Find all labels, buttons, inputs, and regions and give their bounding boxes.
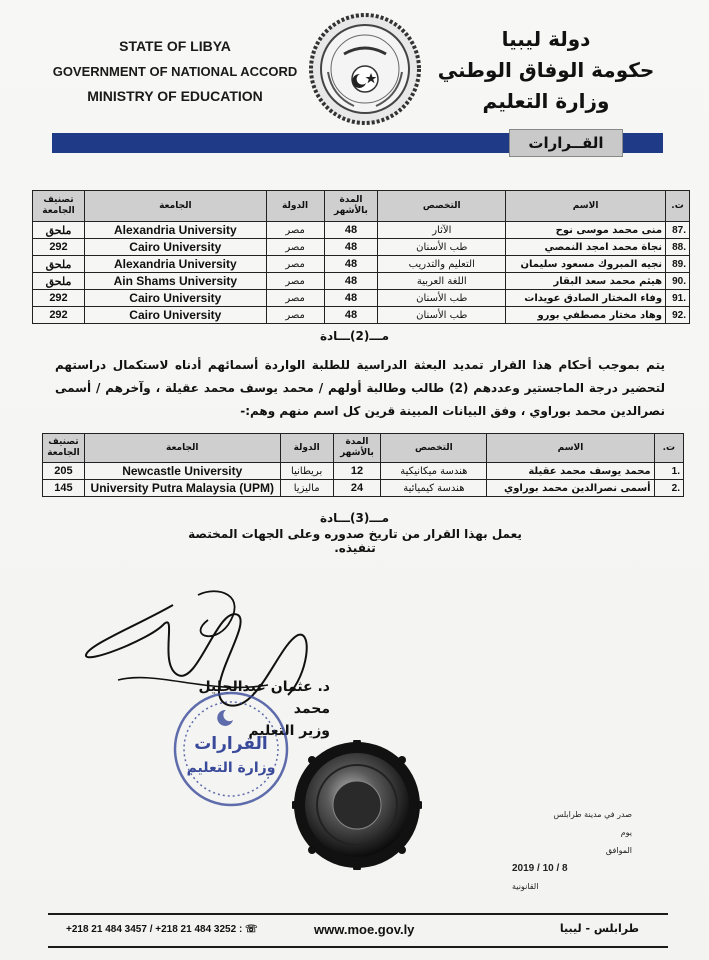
issue-date-label: الموافق: [605, 846, 632, 855]
article-2-title: مـــ(2)ـــادة: [319, 329, 390, 343]
major: طب الأسنان: [378, 307, 506, 324]
student-name: نجيه المبروك مسعود سليمان: [506, 256, 666, 273]
university: Ain Shams University: [84, 273, 266, 290]
duration-months: 48: [324, 239, 378, 256]
university: Cairo University: [84, 307, 266, 324]
row-index: 1.: [654, 463, 683, 480]
country: مصر: [266, 290, 324, 307]
row-index: 91.: [666, 290, 690, 307]
column-header: التخصص: [378, 191, 506, 222]
article-3-title: مـــ(3)ـــادة: [319, 511, 390, 525]
student-name: محمد يوسف محمد عقيلة: [487, 463, 654, 480]
header-ar-line: حكومة الوفاق الوطني: [437, 58, 655, 82]
students-table-2: [42, 433, 684, 497]
duration-months: 48: [324, 290, 378, 307]
student-name: أسمى نصرالدين محمد بوراوي: [487, 480, 654, 497]
university-rank: ملحق: [33, 222, 85, 239]
column-header: الجامعة: [84, 434, 280, 463]
country: مصر: [266, 222, 324, 239]
student-name: منى محمد موسى نوح: [506, 222, 666, 239]
duration-months: 48: [324, 222, 378, 239]
major: طب الأسنان: [378, 239, 506, 256]
country: مصر: [266, 239, 324, 256]
university-rank: 292: [33, 307, 85, 324]
footer-phones: +218 21 484 3457 / +218 21 484 3252 : ☏: [66, 924, 258, 935]
university-rank: ملحق: [33, 256, 85, 273]
issue-day-label: يوم: [620, 828, 632, 837]
state-seal-icon: [308, 12, 422, 126]
column-header: الاسم: [487, 434, 654, 463]
embossed-seal-icon: [292, 740, 422, 870]
decisions-banner: [52, 133, 663, 153]
row-index: 90.: [666, 273, 690, 290]
row-index: 92.: [666, 307, 690, 324]
country: مصر: [266, 273, 324, 290]
country: مصر: [266, 256, 324, 273]
footer-divider: [48, 946, 668, 948]
column-header: الدولة: [280, 434, 333, 463]
column-header: الجامعة: [84, 191, 266, 222]
column-header: الدولة: [266, 191, 324, 222]
university: Alexandria University: [84, 256, 266, 273]
table-row: [33, 222, 690, 239]
country: مصر: [266, 307, 324, 324]
major: هندسة ميكانيكية: [381, 463, 487, 480]
column-header: المدة بالأشهر: [324, 191, 378, 222]
column-header: التخصص: [381, 434, 487, 463]
major: الآثار: [378, 222, 506, 239]
header-english: [50, 34, 300, 109]
duration-months: 24: [333, 480, 381, 497]
footer-divider: [48, 913, 668, 915]
column-header: تصنيف الجامعة: [43, 434, 85, 463]
decisions-stamp: [170, 688, 292, 810]
row-index: 89.: [666, 256, 690, 273]
country: بريطانيا: [280, 463, 333, 480]
issue-place: صدر في مدينة طرابلس: [553, 810, 632, 819]
header-ar-line: وزارة التعليم: [482, 89, 610, 113]
major: هندسة كيميائية: [381, 480, 487, 497]
table-header-row: [33, 191, 690, 222]
signer-title: وزير التعليم: [248, 723, 330, 739]
issue-date: 2019 / 10 / 8: [512, 863, 568, 874]
column-header: ت.: [666, 191, 690, 222]
header-en-line: STATE OF LIBYA: [119, 38, 231, 54]
issue-code: القانونية: [512, 882, 539, 891]
university: Cairo University: [84, 290, 266, 307]
stamp-line-2: وزارة التعليم: [186, 760, 276, 776]
header-en-line: MINISTRY OF EDUCATION: [87, 88, 263, 104]
university-rank: 292: [33, 290, 85, 307]
header-ar-line: دولة ليبيا: [501, 27, 591, 51]
university-rank: 145: [43, 480, 85, 497]
table-row: [43, 480, 684, 497]
stamp-line-1: القرارات: [194, 734, 268, 754]
column-header: المدة بالأشهر: [333, 434, 381, 463]
university-rank: 292: [33, 239, 85, 256]
table-row: [33, 256, 690, 273]
duration-months: 48: [324, 256, 378, 273]
table-row: [33, 239, 690, 256]
banner-label: القــرارات: [509, 129, 623, 157]
university: Cairo University: [84, 239, 266, 256]
column-header: الاسم: [506, 191, 666, 222]
university: University Putra Malaysia (UPM): [84, 480, 280, 497]
duration-months: 12: [333, 463, 381, 480]
footer-website[interactable]: www.moe.gov.ly: [314, 922, 415, 937]
column-header: ت.: [654, 434, 683, 463]
duration-months: 48: [324, 307, 378, 324]
country: ماليزيا: [280, 480, 333, 497]
table-row: [33, 273, 690, 290]
signer-name: د. عثمان عبدالجليل محمد: [198, 679, 330, 717]
row-index: 87.: [666, 222, 690, 239]
university: Newcastle University: [84, 463, 280, 480]
university-rank: ملحق: [33, 273, 85, 290]
header-arabic: [431, 24, 661, 117]
article-3-text: يعمل بهذا القرار من تاريخ صدوره وعلى الجهات المختصة تنفيذه.: [188, 527, 522, 555]
student-name: وفاء المختار الصادق عويدات: [506, 290, 666, 307]
university: Alexandria University: [84, 222, 266, 239]
header-en-line: GOVERNMENT OF NATIONAL ACCORD: [52, 64, 298, 79]
student-name: هيثم محمد سعد البقار: [506, 273, 666, 290]
table-row: [33, 307, 690, 324]
students-table-1: [32, 190, 690, 324]
issue-info: [512, 806, 632, 896]
article-2-text: يتم بموجب أحكام هذا القرار تمديد البعثة الدراسية للطلبة الواردة أسمائهم أدناه لاستكمال دراستهم لتحضير درجة الماجستير وعددهم (2) طالب وطالبة أولهم / محمد يوسف محمد عقيلة ، وآخرهم / أسمى نصرالدين محمد بوراوي ، وفق البيانات المبينة قرين كل اسم منهم وهم:-: [55, 358, 665, 418]
table-row: [43, 463, 684, 480]
major: التعليم والتدريب: [378, 256, 506, 273]
major: اللغة العربية: [378, 273, 506, 290]
major: طب الأسنان: [378, 290, 506, 307]
footer-location: طرابلس - ليبيا: [559, 922, 639, 935]
row-index: 88.: [666, 239, 690, 256]
row-index: 2.: [654, 480, 683, 497]
table-row: [33, 290, 690, 307]
table-header-row: [43, 434, 684, 463]
student-name: وهاد مختار مصطفي بورو: [506, 307, 666, 324]
university-rank: 205: [43, 463, 85, 480]
column-header: تصنيف الجامعة: [33, 191, 85, 222]
student-name: نجاة محمد امجد النمصي: [506, 239, 666, 256]
duration-months: 48: [324, 273, 378, 290]
